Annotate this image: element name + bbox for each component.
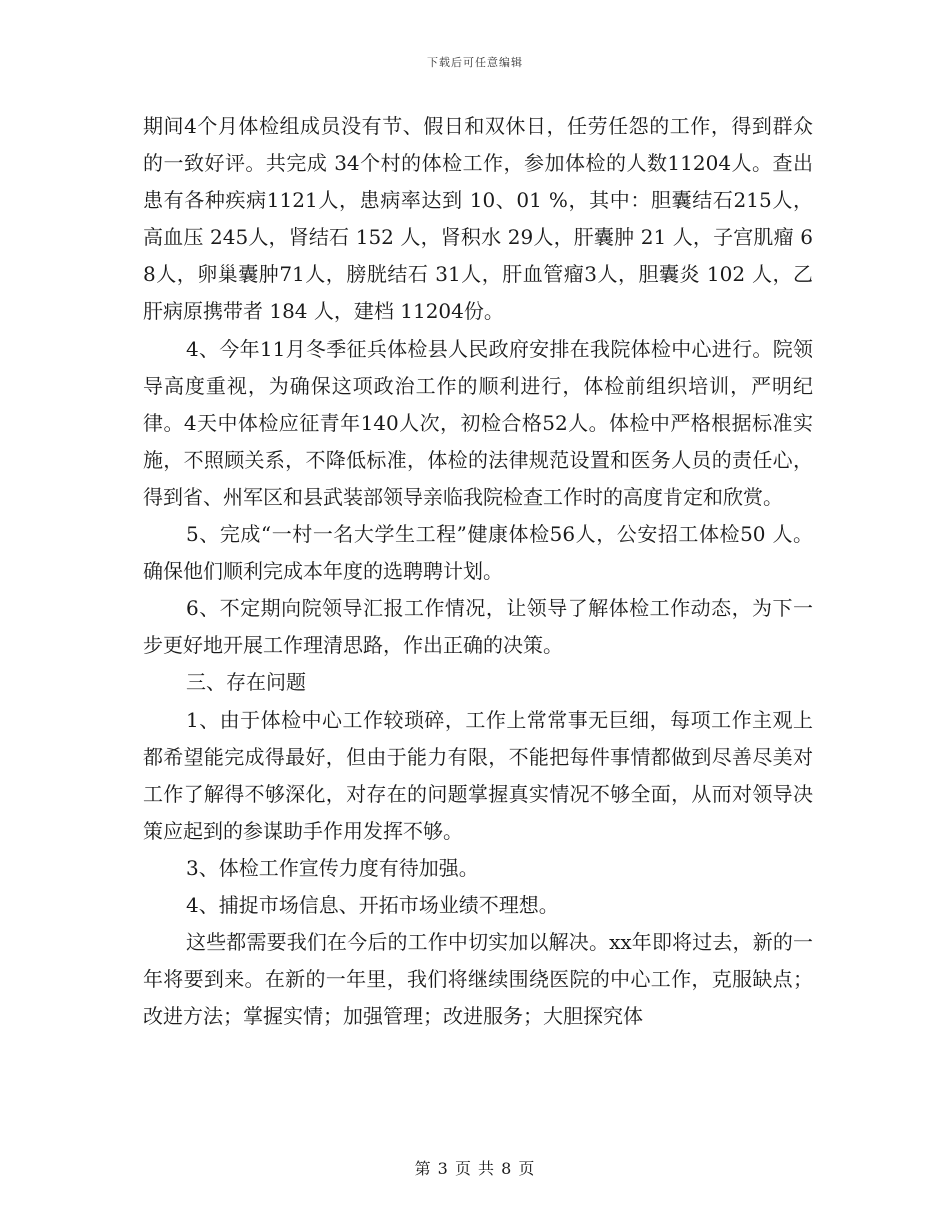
paragraph-problem-1: 1、由于体检中心工作较琐碎，工作上常常事无巨细，每项工作主观上都希望能完成得最好，但由于能力有限，不能把每件事情都做到尽善尽美对工作了解得不够深化，对存在的问题掌握真实情况不够全面，从而对领导决策应起到的参谋助手作用发挥不够。: [143, 707, 813, 843]
paragraph-problem-3: 3、体检工作宣传力度有待加强。: [186, 855, 479, 880]
page-header: 下载后可任意编辑: [427, 56, 523, 69]
paragraph-item-6: 6、不定期向院领导汇报工作情况，让领导了解体检工作动态，为下一步更好地开展工作理清思路，作出正确的决策。: [143, 596, 813, 658]
paragraph-conclusion: 这些都需要我们在今后的工作中切实加以解决。xx年即将过去，新的一年将要到来。在新的一年里，我们将继续围绕医院的中心工作，克服缺点；改进方法；掌握实情；加强管理；改进服务；大胆探究体: [143, 930, 813, 1029]
paragraph-problem-4: 4、捕捉市场信息、开拓市场业绩不理想。: [186, 892, 559, 917]
paragraph-continuation: 期间4个月体检组成员没有节、假日和双休日，任劳任怨的工作，得到群众的一致好评。共完成 34个村的体检工作，参加体检的人数11204人。查出患有各种疾病1121人，患病率达到 10、01 %，其中：胆囊结石215人，高血压 245人，肾结石 152 人，肾积水 29人，肝囊肿 21 人，子宫肌瘤 68人，卵巢囊肿71人，膀胱结石 31人，肝血管瘤3人，胆囊炎 102 人，乙肝病原携带者 184 人，建档 11204份。: [143, 114, 813, 324]
paragraph-item-5: 5、完成“一村一名大学生工程”健康体检56人，公安招工体检50 人。确保他们顺利完成本年度的选聘聘计划。: [143, 522, 813, 584]
document-body: [143, 108, 813, 1035]
paragraph-item-4: 4、今年11月冬季征兵体检县人民政府安排在我院体检中心进行。院领导高度重视，为确保这项政治工作的顺利进行，体检前组织培训，严明纪律。4天中体检应征青年140人次，初检合格52人。体检中严格根据标准实施，不照顾关系，不降低标准，体检的法律规范设置和医务人员的责任心，得到省、州军区和县武装部领导亲临我院检查工作时的高度肯定和欣赏。: [143, 336, 813, 509]
section-heading-problems: 三、存在问题: [186, 670, 306, 695]
page-number: 第 3 页 共 8 页: [414, 1159, 536, 1178]
